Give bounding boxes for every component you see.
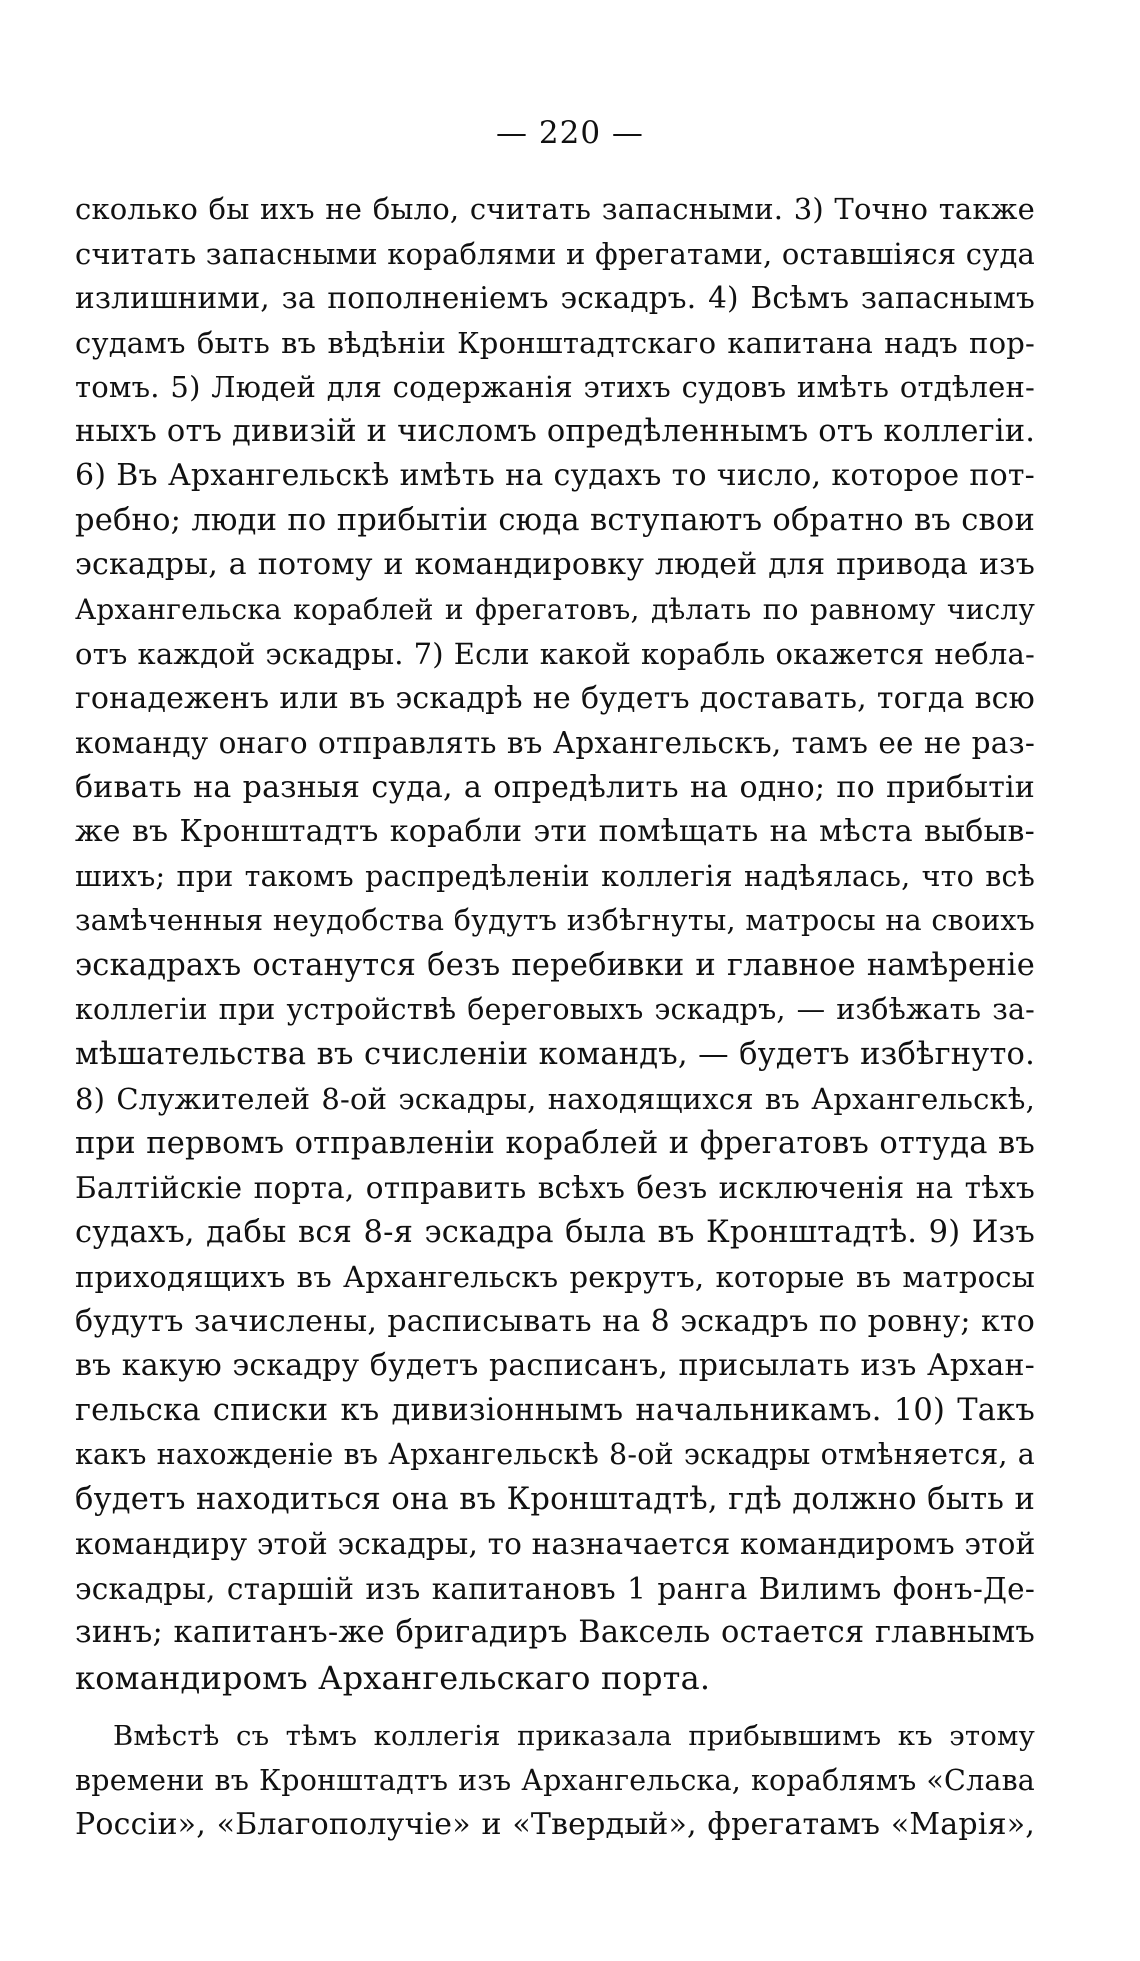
text-line: томъ. 5) Людей для содержанiя этихъ судовъ имѣть отдѣлен- — [75, 370, 1035, 404]
text-line: зинъ; капитанъ-же бригадиръ Ваксель остается главнымъ — [75, 1615, 1035, 1650]
text-line: коллегiи при устройствѣ береговыхъ эскадръ, — избѣжать за- — [75, 993, 1035, 1026]
text-line: въ какую эскадру будетъ расписанъ, присылать изъ Архан- — [75, 1348, 1035, 1383]
text-line: мѣшательства въ счисленiи командъ, — будетъ избѣгнуто. — [75, 1036, 1035, 1072]
text-line: шихъ; при такомъ распредѣленiи коллегiя надѣялась, что всѣ — [75, 859, 1035, 893]
text-line: эскадрахъ останутся безъ перебивки и главное намѣренiе — [75, 947, 1035, 983]
text-line: 6) Въ Архангельскѣ имѣть на судахъ то число, которое пот- — [75, 458, 1035, 493]
text-line: при первомъ отправленiи кораблей и фрегатовъ оттуда въ — [75, 1125, 1035, 1161]
text-line: излишними, за пополненiемъ эскадръ. 4) Всѣмъ запаснымъ — [75, 281, 1035, 315]
body-text — [75, 187, 1035, 1848]
paragraph-gap — [75, 1700, 1035, 1714]
text-line: сколько бы ихъ не было, считать запасными. 3) Точно также — [75, 192, 1035, 226]
text-line: эскадры, старшiй изъ капитановъ 1 ранга Вилимъ фонъ-Де- — [75, 1571, 1035, 1606]
text-line: ребно; люди по прибытiи сюда вступаютъ обратно въ свои — [75, 502, 1035, 538]
text-line: командиромъ Архангельскаго порта. — [75, 1658, 711, 1697]
paragraph-2 — [75, 1714, 1035, 1848]
text-line: эскадры, а потому и командировку людей для привода изъ — [75, 547, 1035, 582]
text-line: команду онаго отправлять въ Архангельскъ, тамъ ее не раз- — [75, 726, 1035, 760]
text-line: гонадеженъ или въ эскадрѣ не будетъ доставать, тогда всю — [75, 680, 1035, 716]
text-line: приходящихъ въ Архангельскъ рекрутъ, которые въ матросы — [75, 1260, 1035, 1294]
text-line: отъ каждой эскадры. 7) Если какой корабль окажется небла- — [75, 637, 1035, 671]
text-line: какъ нахожденiе въ Архангельскѣ 8-ой эскадры отмѣняется, а — [75, 1438, 1035, 1471]
text-line: замѣченныя неудобства будутъ избѣгнуты, матросы на своихъ — [75, 904, 1035, 937]
text-line: Архангельска кораблей и фрегатовъ, дѣлать по равному числу — [75, 592, 1035, 626]
page-number: — 220 — — [496, 115, 644, 151]
text-line: 8) Служителей 8-ой эскадры, находящихся въ Архангельскѣ, — [75, 1082, 1035, 1116]
text-line: Балтiйскiе порта, отправить всѣхъ безъ исключенiя на тѣхъ — [75, 1171, 1035, 1205]
text-line: времени въ Кронштадтъ изъ Архангельска, кораблямъ «Слава — [75, 1763, 1035, 1797]
text-line: Вмѣстѣ съ тѣмъ коллегiя приказала прибывшимъ къ этому — [113, 1720, 1035, 1752]
text-line: же въ Кронштадтъ корабли эти помѣщать на мѣста выбыв- — [75, 814, 1035, 849]
text-line: считать запасными кораблями и фрегатами, оставшiяся суда — [75, 236, 1035, 271]
paragraph-1 — [75, 187, 1035, 1700]
text-line: судамъ быть въ вѣдѣнiи Кронштадтскаго капитана надъ пор- — [75, 325, 1035, 360]
text-line: будутъ зачислены, расписывать на 8 эскадръ по ровну; кто — [75, 1303, 1035, 1339]
text-line: командиру этой эскадры, то назначается командиромъ этой — [75, 1527, 1036, 1561]
text-line: гельска списки къ дивизiоннымъ начальникамъ. 10) Такъ — [75, 1392, 1035, 1428]
text-line: Россiи», «Благополучiе» и «Твердый», фрегатамъ «Марiя», — [75, 1807, 1035, 1842]
text-line: судахъ, дабы вся 8-я эскадра была въ Кронштадтѣ. 9) Изъ — [75, 1214, 1035, 1250]
text-line: бивать на разныя суда, а опредѣлить на одно; по прибытiи — [75, 769, 1035, 805]
text-line: будетъ находиться она въ Кронштадтѣ, гдѣ должно быть и — [75, 1481, 1035, 1517]
text-line: ныхъ отъ дивизiй и числомъ опредѣленнымъ отъ коллегiи. — [75, 413, 1036, 449]
